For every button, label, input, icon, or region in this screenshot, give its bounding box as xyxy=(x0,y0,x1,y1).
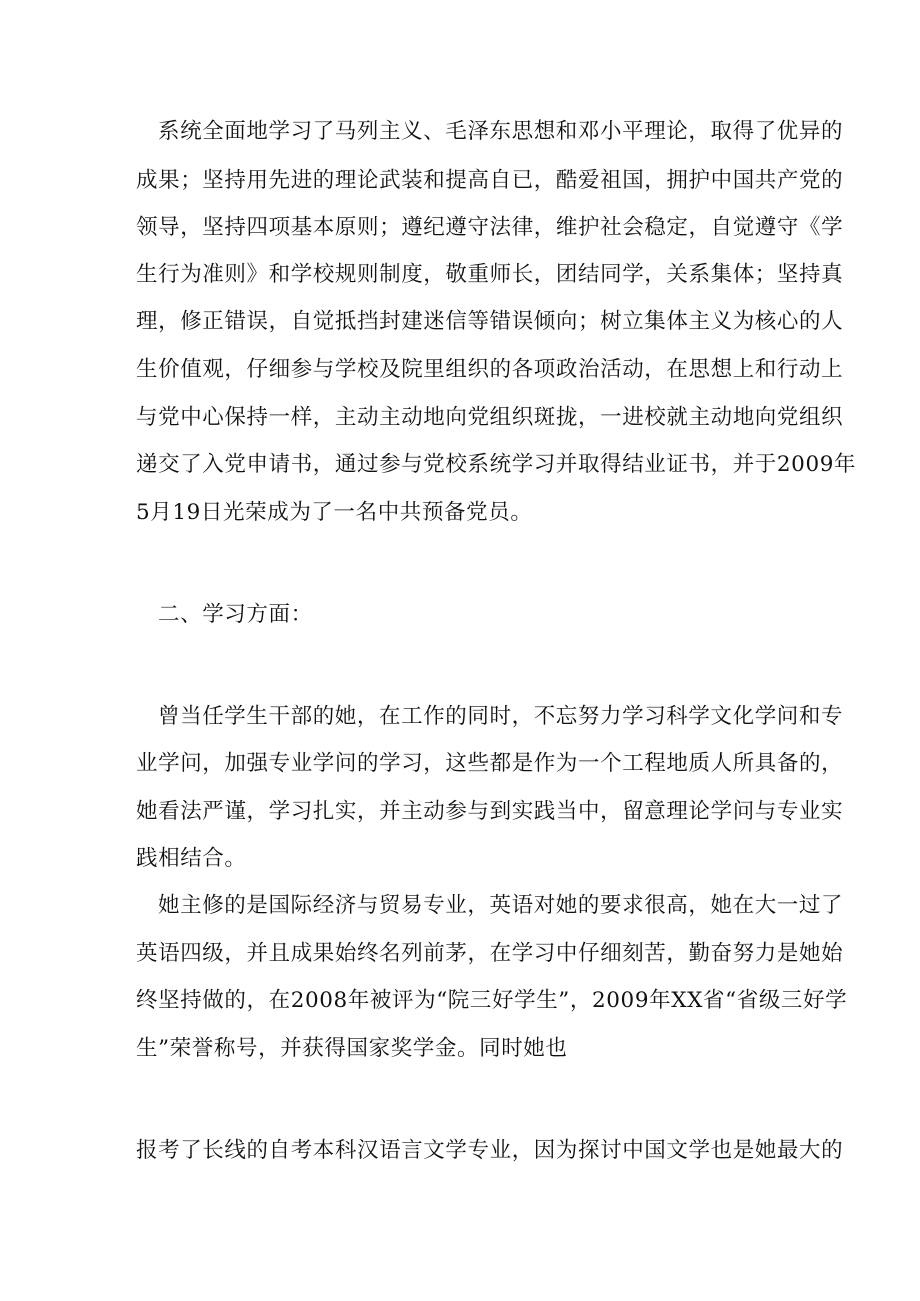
paragraph-line: 领导，坚持四项基本原则；遵纪遵守法律，维护社会稳定，自觉遵守《学 xyxy=(136,215,844,240)
paragraph-line: 她主修的是国际经济与贸易专业，英语对她的要求很高，她在大一过了 xyxy=(158,893,844,918)
paragraph-line: 她看法严谨，学习扎实，并主动参与到实践当中，留意理论学问与专业实 xyxy=(136,799,844,824)
paragraph-line: 报考了长线的自考本科汉语言文学专业，因为探讨中国文学也是她最大的 xyxy=(136,1138,844,1163)
paragraph-line: 与党中心保持一样，主动主动地向党组织斑拢，一进校就主动地向党组织 xyxy=(136,405,844,430)
paragraph-line: 业学问，加强专业学问的学习，这些都是作为一个工程地质人所具备的， xyxy=(136,751,844,776)
paragraph-line: 生”荣誉称号，并获得国家奖学金。同时她也 xyxy=(136,1036,568,1061)
paragraph-line: 理，修正错误，自觉抵挡封建迷信等错误倾向；树立集体主义为核心的人 xyxy=(136,309,844,334)
paragraph-line: 践相结合。 xyxy=(136,846,247,871)
paragraph-line: 终坚持做的，在2008年被评为“院三好学生”，2009年XX省“省级三好学 xyxy=(136,988,848,1013)
paragraph-line: 5月19日光荣成为了一名中共预备党员。 xyxy=(136,500,533,525)
section-heading: 二、学习方面： xyxy=(158,602,313,627)
paragraph-line: 生行为准则》和学校规则制度，敬重师长，团结同学，关系集体；坚持真 xyxy=(136,262,844,287)
paragraph-line: 英语四级，并且成果始终名列前茅，在学习中仔细刻苦，勤奋努力是她始 xyxy=(136,941,844,966)
paragraph-line: 曾当任学生干部的她，在工作的同时，不忘努力学习科学文化学问和专 xyxy=(158,704,844,729)
paragraph-line: 递交了入党申请书，通过参与党校系统学习并取得结业证书，并于2009年 xyxy=(136,452,857,477)
paragraph-line: 系统全面地学习了马列主义、毛泽东思想和邓小平理论，取得了优异的 xyxy=(158,119,844,144)
paragraph-line: 成果；坚持用先进的理论武装和提高自已，酷爱祖国，拥护中国共产党的 xyxy=(136,168,844,193)
paragraph-line: 生价值观，仔细参与学校及院里组织的各项政治活动，在思想上和行动上 xyxy=(136,357,844,382)
